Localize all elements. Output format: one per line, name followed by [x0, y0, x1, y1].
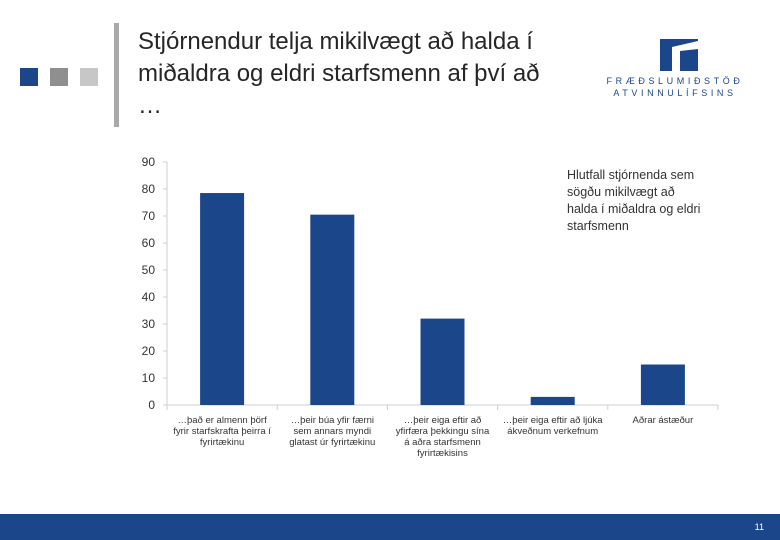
legend-text: Hlutfall stjórnenda sem sögðu mikilvægt að halda í miðaldra og eldri starfsmenn [567, 168, 701, 233]
bar [310, 215, 354, 405]
y-tick-label: 80 [141, 182, 155, 196]
y-tick-label: 20 [141, 344, 155, 358]
logo-line-1: FRÆÐSLUMIÐSTÖÐ [606, 76, 744, 86]
x-tick-label: …þeir búa yfir færni sem annars myndi glatast úr fyrirtækinu [289, 415, 376, 448]
y-tick-label: 40 [141, 290, 155, 304]
x-tick-label: Aðrar ástæður [632, 415, 694, 426]
x-tick-label: …það er almenn þörf fyrir starfskrafta þeirra í fyrirtækinu [173, 415, 271, 448]
y-tick-label: 90 [141, 155, 155, 169]
bar [421, 319, 465, 405]
x-tick-label: …þeir eiga eftir að ljúka ákveðnum verkefnum [502, 415, 603, 437]
page-number: 11 [754, 522, 764, 532]
bar [531, 397, 575, 405]
y-tick-label: 50 [141, 263, 155, 277]
y-tick-label: 0 [148, 398, 155, 412]
x-tick-label: …þeir eiga eftir að yfirfæra þekkingu sína á aðra starfsmenn fyrirtækisins [395, 415, 490, 459]
y-tick-label: 70 [141, 209, 155, 223]
y-tick-label: 30 [141, 317, 155, 331]
slide-title: Stjórnendur telja mikilvægt að halda í miðaldra og eldri starfsmenn af því að … [138, 28, 540, 119]
logo-line-2: ATVINNULÍFSINS [613, 88, 737, 98]
y-tick-label: 10 [141, 371, 155, 385]
bar [200, 193, 244, 405]
y-tick-label: 60 [141, 236, 155, 250]
bar [641, 365, 685, 406]
footer-bar [0, 514, 780, 540]
